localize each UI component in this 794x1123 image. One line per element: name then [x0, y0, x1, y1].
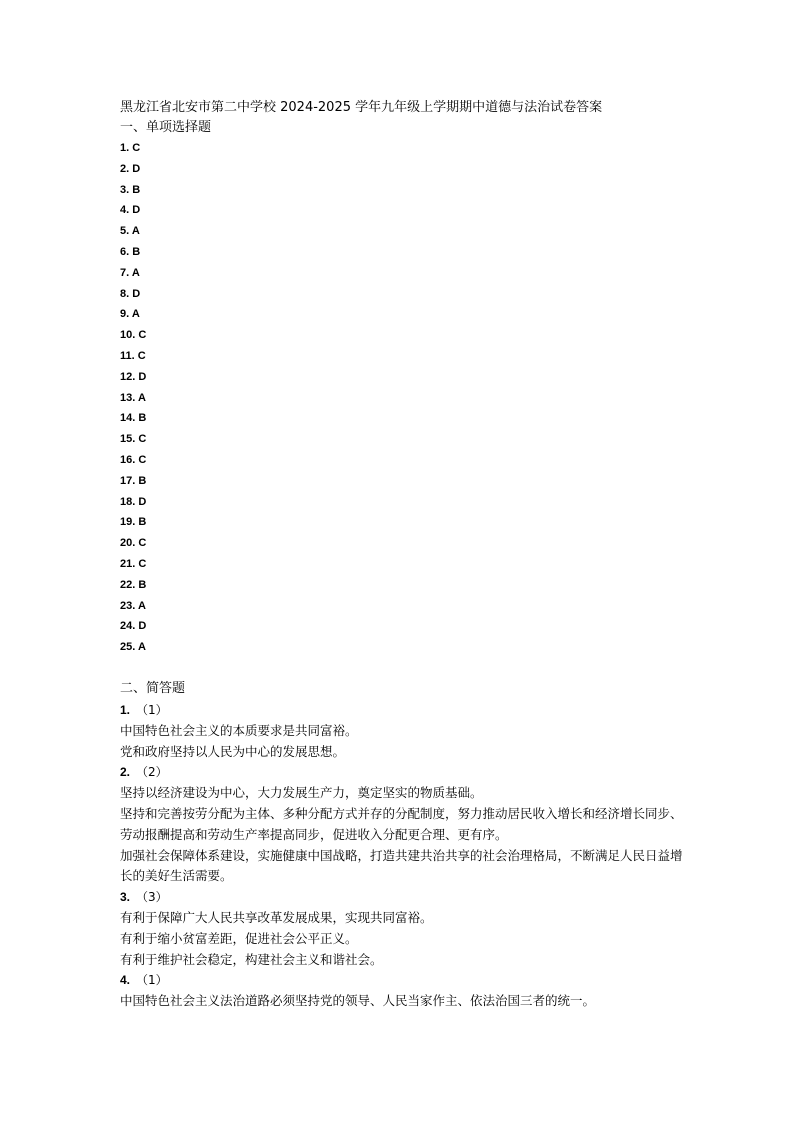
question-number: [120, 700, 690, 721]
mcq-answer-item: 2. D: [120, 162, 141, 175]
mcq-answer-item: 25. A: [120, 641, 146, 654]
sub-question-label: （3）: [136, 890, 168, 905]
answer-line: 党和政府坚持以人民为中心的发展思想。: [120, 743, 346, 759]
mcq-answer-item: 13. A: [120, 391, 146, 404]
question-number-label: 1.: [120, 703, 131, 717]
mcq-answer-item: 10. C: [120, 329, 147, 342]
answer-line: 有利于缩小贫富差距，促进社会公平正义。: [120, 930, 358, 946]
mcq-answer-item: 4. D: [120, 204, 141, 217]
mcq-answer-item: 6. B: [120, 245, 141, 258]
sub-question-label: （1）: [136, 973, 168, 988]
mcq-answer-item: 24. D: [120, 620, 147, 633]
question-number: [120, 762, 690, 783]
mcq-answer-item: 21. C: [120, 557, 147, 570]
answer-line: 有利于保障广大人民共享改革发展成果，实现共同富裕。: [120, 909, 433, 925]
mcq-answer-item: 8. D: [120, 287, 141, 300]
mcq-answer-item: 9. A: [120, 308, 140, 321]
question-number-label: 4.: [120, 973, 131, 988]
mcq-answer-item: 17. B: [120, 474, 147, 487]
mcq-answer-item: 16. C: [120, 453, 147, 466]
section-heading-multiple-choice: 一、单项选择题: [120, 120, 212, 135]
mcq-answer-item: 1. C: [120, 142, 141, 154]
answer-line: 坚持以经济建设为中心，大力发展生产力，奠定坚实的物质基础。: [120, 785, 483, 801]
question-number: [120, 970, 690, 991]
mcq-answer-item: 5. A: [120, 225, 140, 238]
sub-question-label: （2）: [136, 765, 168, 780]
mcq-answer-item: 12. D: [120, 370, 147, 383]
short-answer-question-3: [120, 887, 690, 970]
mcq-answer-item: 15. C: [120, 433, 147, 446]
mcq-answer-item: 7. A: [120, 266, 140, 279]
short-answer-question-2: [120, 762, 690, 887]
mcq-answer-item: 18. D: [120, 495, 147, 508]
short-answer-question-4: [120, 970, 690, 1012]
answer-line: 有利于维护社会稳定，构建社会主义和谐社会。: [120, 951, 383, 967]
multiple-choice-answer-list: [120, 140, 146, 660]
answer-line: 坚持和完善按劳分配为主体、多种分配方式并存的分配制度，努力推动居民收入增长和经济增长同步、劳动报酬提高和劳动生产率提高同步，促进收入分配更合理、更有序。: [120, 805, 683, 842]
section-heading-short-answer: 二、简答题: [120, 681, 186, 696]
mcq-answer-item: 3. B: [120, 183, 141, 196]
document-title: 黑龙江省北安市第二中学校 2024-2025 学年九年级上学期期中道德与法治试卷答案: [120, 100, 603, 115]
mcq-answer-item: 14. B: [120, 412, 147, 425]
answer-line: 中国特色社会主义的本质要求是共同富裕。: [120, 722, 358, 738]
mcq-answer-item: 20. C: [120, 537, 147, 550]
question-number: [120, 887, 690, 908]
mcq-answer-item: 19. B: [120, 516, 147, 529]
mcq-answer-item: 22. B: [120, 578, 147, 591]
short-answer-section: [120, 700, 690, 1012]
sub-question-label: （1）: [136, 703, 168, 717]
question-number-label: 2.: [120, 765, 131, 780]
mcq-answer-item: 23. A: [120, 599, 146, 612]
answer-line: 加强社会保障体系建设，实施健康中国战略，打造共建共治共享的社会治理格局，不断满足人民日益增长的美好生活需要。: [120, 847, 683, 884]
answer-line: 中国特色社会主义法治道路必须坚持党的领导、人民当家作主、依法治国三者的统一。: [120, 993, 596, 1009]
mcq-answer-item: 11. C: [120, 349, 146, 362]
question-number-label: 3.: [120, 890, 131, 905]
short-answer-question-1: [120, 700, 690, 762]
